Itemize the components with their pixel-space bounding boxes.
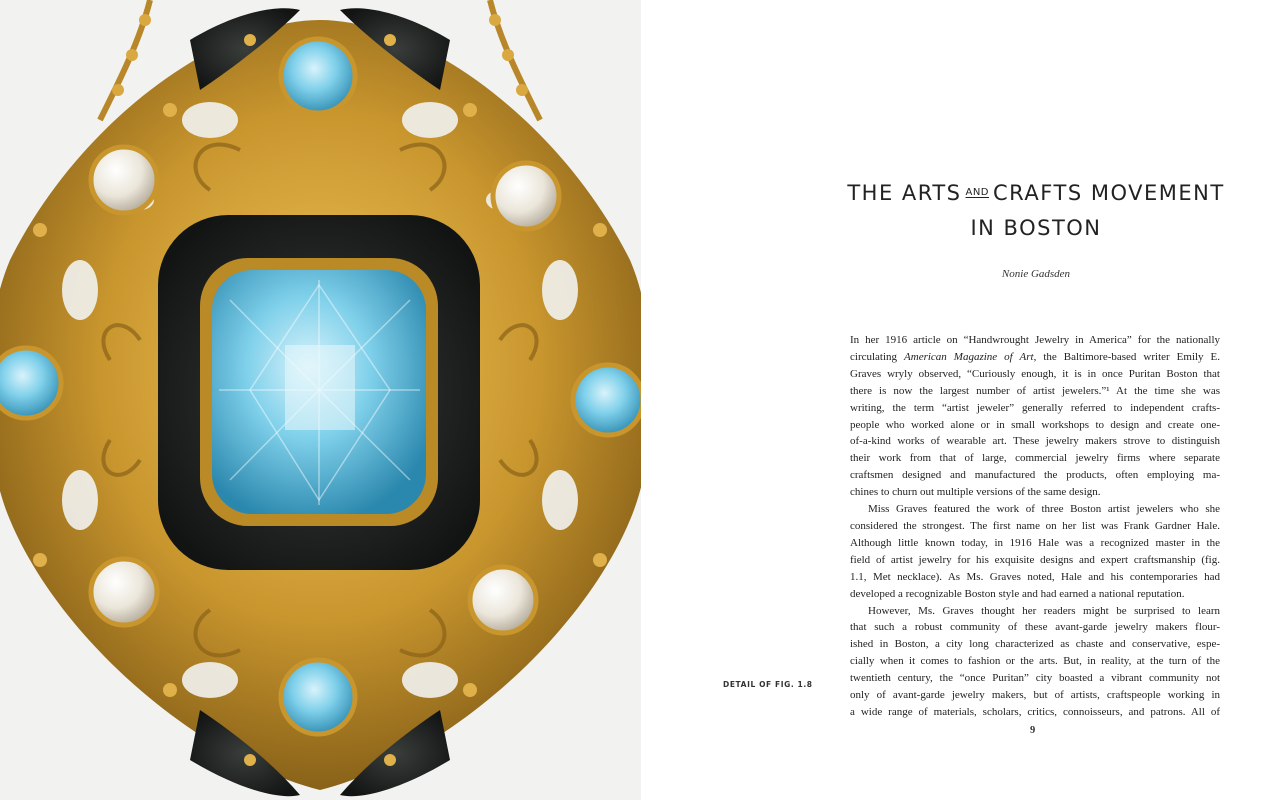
body-line: craftsmen designed and manufactured the products, often employing ma- [850,469,1220,482]
title-part-1: THE ARTS [847,181,962,205]
body-line: Although little known today, in 1916 Hale was a recognized master in the [850,536,1220,549]
figure-caption: DETAIL OF FIG. 1.8 [723,680,813,689]
body-line: there is now the largest number of artist jewelers.”¹ At the time she was [850,384,1220,397]
body-line: cially when it comes to fashion or the arts. But, in reality, at the turn of the [850,655,1220,668]
body-line: circulating American Magazine of Art, the Baltimore-based writer Emily E. [850,350,1221,363]
title-and: AND [965,187,990,198]
body-line: writing, the term “artist jeweler” generally referred to independent crafts- [850,401,1220,414]
body-line: chines to churn out multiple versions of the same design. [850,486,1101,499]
body-line: considered the strongest. The first name on her list was Frank Gardner Hale. [850,519,1220,532]
body-text [850,332,1220,721]
body-line: developed a recognizable Boston style and had earned a national reputation. [850,587,1185,600]
body-line: However, Ms. Graves thought her readers might be surprised to learn [868,604,1220,617]
body-line: a wide range of materials, scholars, critics, connoisseurs, and patrons. All of [850,705,1220,718]
body-line: ished in Boston, a city long characterized as chaste and conservative, espe- [850,638,1220,651]
body-line: people who worked alone or in small workshops to design and create one- [850,418,1220,431]
body-line: that such a robust community of these avant-garde jewelry makers flour- [850,621,1220,634]
body-line: In her 1916 article on “Handwrought Jewelry in America” for the nationally [850,334,1220,346]
title-line-2: IN BOSTON [970,216,1102,240]
chapter-title [641,178,1280,244]
body-line: 1.1, Met necklace). As Ms. Graves noted, Hale and his contemporaries had [850,570,1220,583]
body-line: Miss Graves featured the work of three Boston artist jewelers who she [868,503,1220,516]
page-number: 9 [1030,725,1036,736]
title-part-2: CRAFTS MOVEMENT [993,181,1225,205]
title-line-1 [641,178,1280,213]
body-line: only of avant-garde jewelry makers, but of artists, craftspeople working in [850,689,1220,702]
body-line: field of artist jewelry for his exquisite designs and expert craftsmanship (fig. [850,553,1220,566]
body-line: of-a-kind works of wearable art. These jewelry makers strove to distinguish [850,435,1220,448]
body-line: their work from that of large, commercial jewelry firms where separate [850,452,1220,465]
author-name: Nonie Gadsden [1001,268,1071,280]
body-line: Graves wryly observed, “Curiously enough, it is in once Puritan Boston that [850,367,1220,380]
body-line: twentieth century, the “once Puritan” city boasted a vibrant community not [850,672,1220,685]
